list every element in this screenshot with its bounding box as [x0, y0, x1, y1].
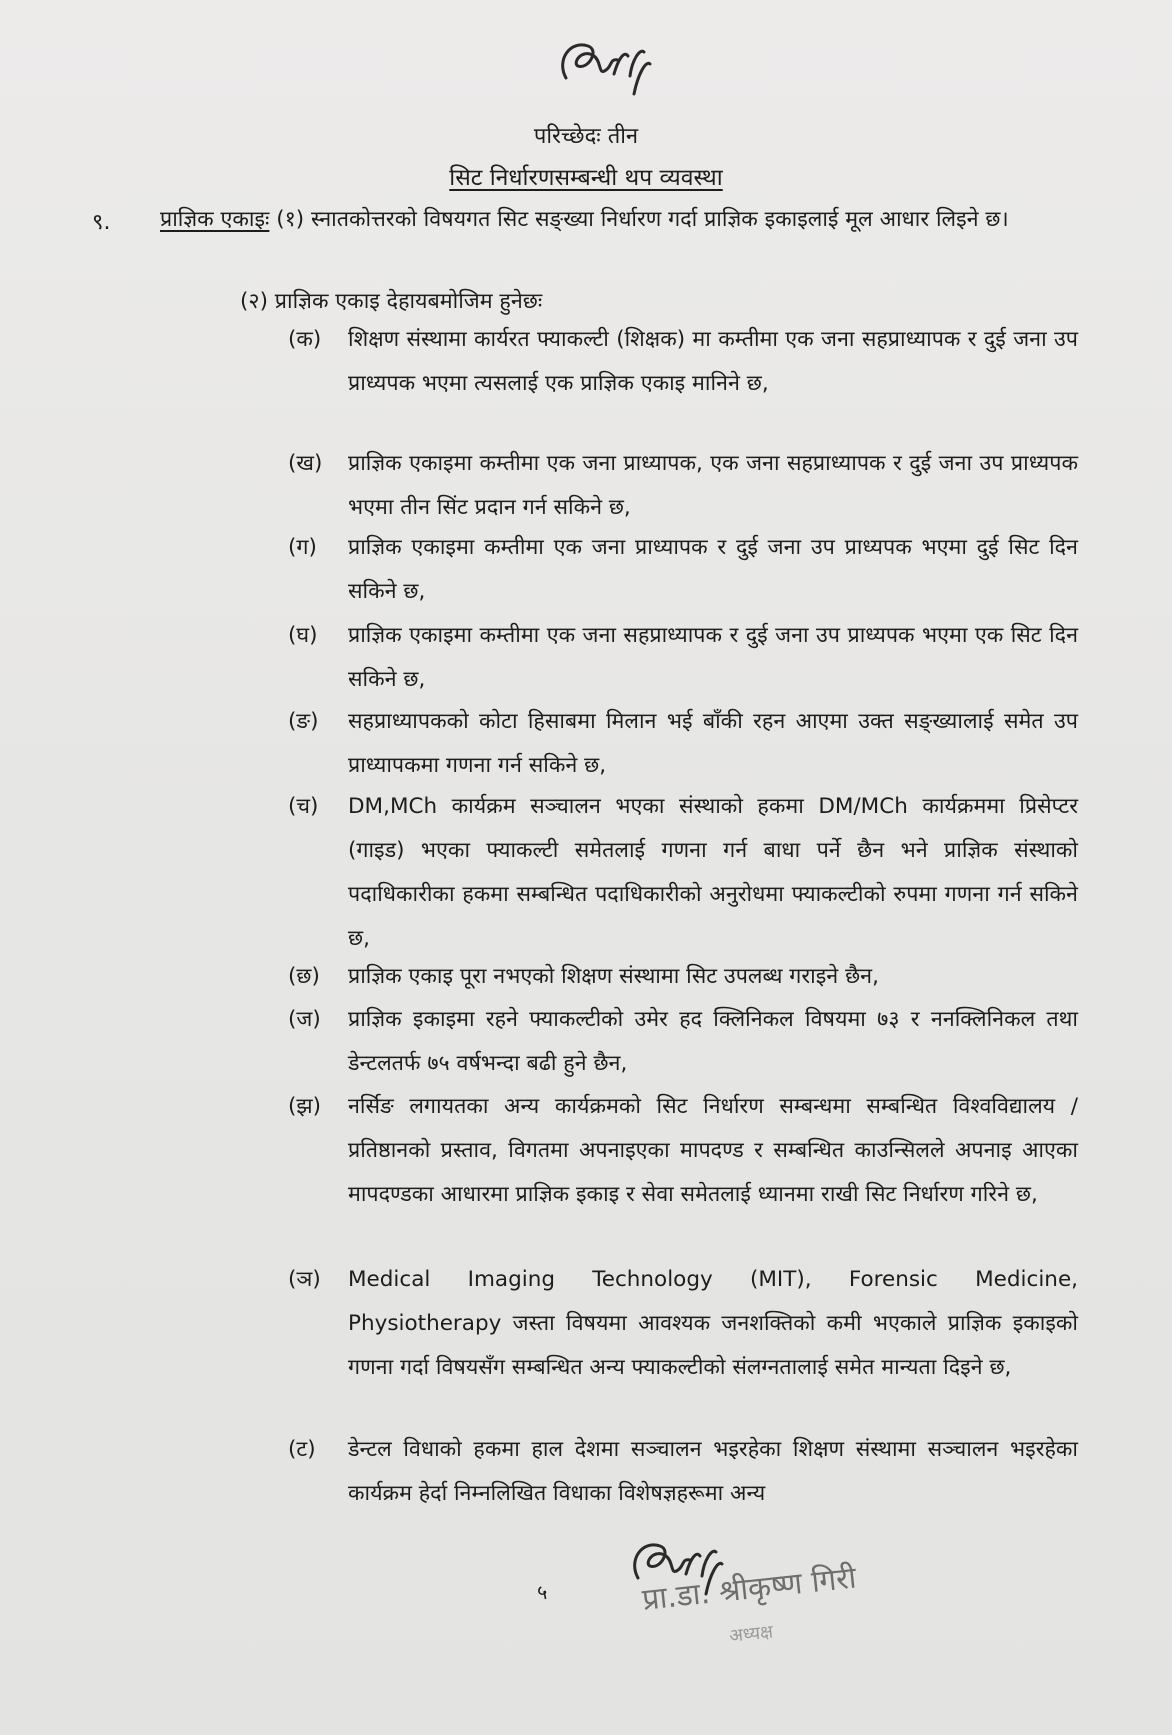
- paragraph-1-heading: प्राज्ञिक एकाइः: [160, 207, 270, 232]
- list-item-jha: [288, 1085, 1078, 1217]
- list-item-text: प्राज्ञिक एकाइमा कम्तीमा एक जना प्राध्यापक र दुई जना उप प्राध्यपक भएमा दुई सिट दिन सकिने छ,: [348, 535, 1078, 604]
- list-item-nya: [288, 1258, 1078, 1390]
- list-item-marker: (क): [288, 327, 322, 352]
- list-item-gha: [288, 614, 1078, 702]
- list-item-kha: [288, 442, 1078, 530]
- stamp-title: अध्यक्ष: [728, 1621, 775, 1647]
- list-item-ga: [288, 526, 1078, 614]
- list-item-marker: (ट): [288, 1437, 316, 1462]
- list-item-nga: [288, 700, 1078, 788]
- list-item-ta: [288, 1428, 1078, 1516]
- stamp-name: प्रा.डा. श्रीकृष्ण गिरी: [640, 1560, 858, 1618]
- list-item-text: प्राज्ञिक एकाइमा कम्तीमा एक जना प्राध्यापक, एक जना सहप्राध्यापक र दुई जना उप प्राध्यपक भएमा तीन सिंट प्रदान गर्न सकिने छ,: [348, 451, 1078, 520]
- list-item-marker: (ज): [288, 1007, 321, 1032]
- list-item-text: प्राज्ञिक एकाइमा कम्तीमा एक जना सहप्राध्यापक र दुई जना उप प्राध्यपक भएमा एक सिट दिन सकिने छ,: [348, 623, 1078, 692]
- paragraph-1-text: (१) स्नातकोत्तरको विषयगत सिट सङ्ख्या निर्धारण गर्दा प्राज्ञिक इकाइलाई मूल आधार लिइने छ।: [276, 207, 1009, 232]
- list-item-marker: (ञ): [288, 1267, 321, 1292]
- list-item-text: Medical Imaging Technology (MIT), Forensic Medicine, Physiotherapy जस्ता विषयमा आवश्यक जनशक्तिको कमी भएकाले प्राज्ञिक इकाइको गणना गर्दा विषयसँग सम्बन्धित अन्य फ्याकल्टीको संलग्नतालाई समेत मान्यता दिइने छ,: [348, 1267, 1078, 1380]
- list-item-marker: (च): [288, 794, 319, 819]
- list-item-ja: [288, 998, 1078, 1086]
- list-item-text: सहप्राध्यापकको कोटा हिसाबमा मिलान भई बाँकी रहन आएमा उक्त सङ्ख्यालाई समेत उप प्राध्यापकमा गणना गर्न सकिने छ,: [348, 709, 1078, 778]
- list-item-marker: (ख): [288, 451, 323, 476]
- list-item-marker: (ङ): [288, 709, 319, 734]
- section-title-text: सिट निर्धारणसम्बन्धी थप व्यवस्था: [449, 165, 723, 191]
- list-item-ka: [288, 318, 1078, 406]
- section-title: [0, 160, 1172, 192]
- list-item-text: प्राज्ञिक एकाइ पूरा नभएको शिक्षण संस्थामा सिट उपलब्ध गराइने छैन,: [348, 964, 879, 989]
- list-item-chha: [288, 955, 1078, 999]
- list-item-marker: (छ): [288, 964, 320, 989]
- list-item-cha: [288, 785, 1078, 961]
- section-number: ९.: [92, 210, 111, 235]
- list-item-text: शिक्षण संस्थामा कार्यरत फ्याकल्टी (शिक्षक) मा कम्तीमा एक जना सहप्राध्यापक र दुई जना उप प्राध्यपक भएमा त्यसलाई एक प्राज्ञिक एकाइ मानिने छ,: [348, 327, 1078, 396]
- list-item-text: DM,MCh कार्यक्रम सञ्चालन भएका संस्थाको हकमा DM/MCh कार्यक्रममा प्रिसेप्टर (गाइड) भएका फ्याकल्टी समेतलाई गणना गर्न बाधा पर्ने छैन भने प्राज्ञिक संस्थाको पदाधिकारीका हकमा सम्बन्धित पदाधिकारीको अनुरोधमा फ्याकल्टीको रुपमा गणना गर्न सकिने छ,: [348, 794, 1078, 951]
- list-item-text: प्राज्ञिक इकाइमा रहने फ्याकल्टीको उमेर हद क्लिनिकल विषयमा ७३ र ननक्लिनिकल तथा डेन्टलतर्फ ७५ वर्षभन्दा बढी हुने छैन,: [348, 1007, 1078, 1076]
- paragraph-2: (२) प्राज्ञिक एकाइ देहायबमोजिम हुनेछः: [240, 289, 543, 314]
- chapter-title: परिच्छेदः तीन: [533, 124, 639, 149]
- list-item-text: डेन्टल विधाको हकमा हाल देशमा सञ्चालन भइरहेका शिक्षण संस्थामा सञ्चालन भइरहेका कार्यक्रम हेर्दा निम्नलिखित विधाका विशेषज्ञहरूमा अन्य: [348, 1437, 1078, 1506]
- signature-top: [548, 30, 658, 100]
- paragraph-1: [160, 198, 1060, 242]
- page-number: ५: [537, 1580, 548, 1604]
- list-item-marker: (घ): [288, 623, 318, 648]
- list-item-text: नर्सिङ लगायतका अन्य कार्यक्रमको सिट निर्धारण सम्बन्धमा सम्बन्धित विश्वविद्यालय /प्रतिष्ठानको प्रस्ताव, विगतमा अपनाइएका मापदण्ड र सम्बन्धित काउन्सिलले अपनाइ आएका मापदण्डका आधारमा प्राज्ञिक इकाइ र सेवा समेतलाई ध्यानमा राखी सिट निर्धारण गरिने छ,: [348, 1094, 1078, 1207]
- list-item-marker: (ग): [288, 535, 317, 560]
- list-item-marker: (झ): [288, 1094, 322, 1119]
